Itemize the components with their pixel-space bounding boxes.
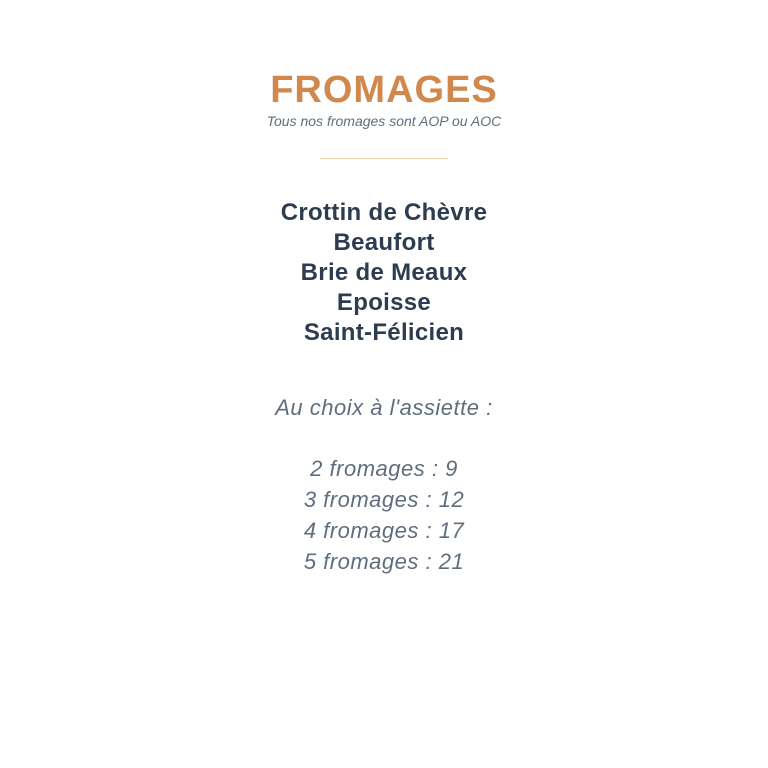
price-item: 4 fromages : 17	[303, 518, 465, 543]
cheese-item: Crottin de Chèvre	[280, 199, 488, 226]
menu-subtitle: Tous nos fromages sont AOP ou AOC	[266, 113, 502, 129]
cheese-item: Saint-Félicien	[303, 319, 465, 346]
divider	[320, 158, 448, 159]
cheese-item: Beaufort	[333, 229, 435, 256]
price-item: 5 fromages : 21	[303, 549, 465, 574]
cheese-item: Brie de Meaux	[300, 259, 468, 286]
cheese-list	[0, 198, 768, 348]
choice-label: Au choix à l'assiette :	[275, 395, 493, 420]
price-item: 2 fromages : 9	[310, 456, 458, 481]
cheese-item: Epoisse	[336, 289, 432, 316]
price-list	[0, 453, 768, 577]
menu-title: FROMAGES	[270, 69, 498, 111]
price-item: 3 fromages : 12	[303, 487, 465, 512]
